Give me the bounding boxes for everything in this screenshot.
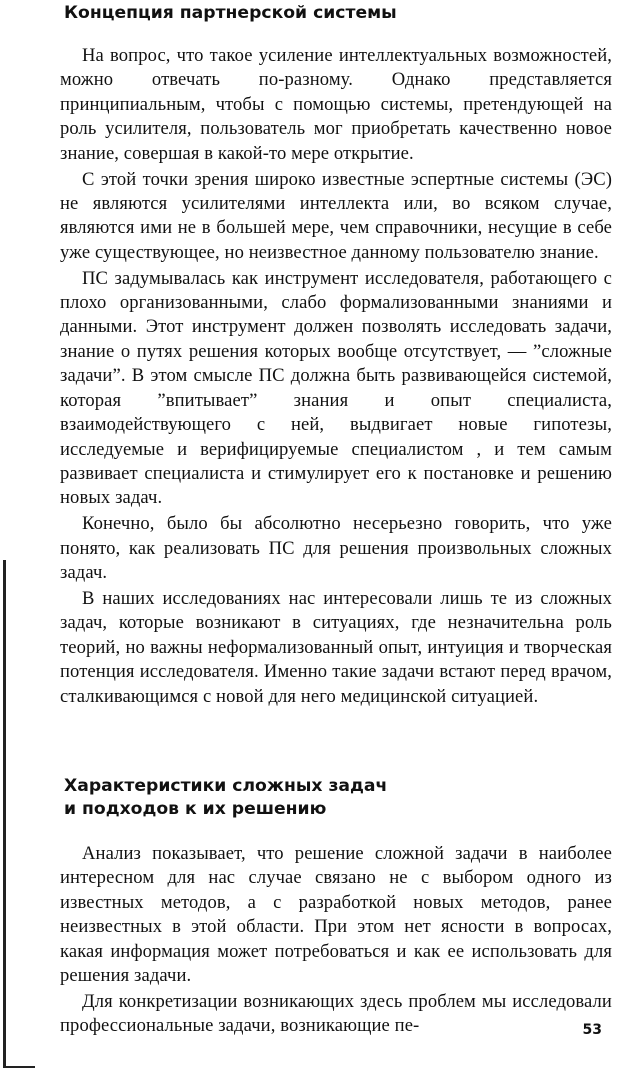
heading-line-1: Характеристики сложных задач — [64, 776, 388, 796]
section-heading-partner-system — [40, 2, 397, 25]
heading-text: Концепция партнерской системы — [64, 3, 397, 23]
page-edge-line — [3, 560, 6, 1068]
section-complex-tasks-body — [60, 842, 612, 1040]
paragraph: Конечно, было бы абсолютно несерьезно говорить, что уже понято, как реализовать ПС для решения произвольных сложных задач. — [60, 513, 612, 584]
page-corner-line — [3, 1066, 35, 1068]
section-heading-complex-tasks — [40, 775, 387, 821]
paragraph: Анализ показывает, что решение сложной задачи в наиболее интересном для нас случае связано не с выбором одного из известных методов, а с разработкой новых методов, ранее неизвестных в этой области. При этом нет ясности в вопросах, какая информация может потребоваться и как ее использовать для решения задачи. — [60, 843, 612, 987]
paragraph: В наших исследованиях нас интересовали лишь те из сложных задач, которые возникают в ситуациях, где незначительна роль теорий, но важны неформализованный опыт, интуиция и творческая потенция исследователя. Именно такие задачи встают перед врачом, сталкивающимся с новой для него медицинской ситуацией. — [60, 587, 612, 707]
paragraph: На вопрос, что такое усиление интеллектуальных возможностей, можно отвечать по-разному. Однако представляется принципиальным, чтобы с помощью системы, претендующей на роль усилителя, пользователь мог приобретать качественно новое знание, совершая в какой-то мере открытие. — [60, 45, 612, 164]
page-number: 53 — [582, 1022, 602, 1038]
paragraph: ПС задумывалась как инструмент исследователя, работающего с плохо организованными, слабо формализованными знаниями и данными. Этот инструмент должен позволять исследовать задачи, знание о путях решения которых вообще отсутствует, — ”сложные задачи”. В этом смысле ПС должна быть развивающейся системой, которая ”впитывает” знания и опыт специалиста, взаимодействующего с ней, выдвигает новые гипотезы, исследуемые и верифицируемые специалистом , и тем самым развивает специалиста и стимулирует его к постановке и решению новых задач. — [60, 267, 612, 509]
book-page — [40, 0, 612, 1082]
heading-line-2: и подходов к их решению — [64, 799, 327, 819]
paragraph: С этой точки зрения широко известные эспертные системы (ЭС) не являются усилителями интеллекта или, во всяком случае, являются ими не в большей мере, чем справочники, несущие в себе уже существующее, но неизвестное данному пользователю знание. — [60, 168, 612, 263]
section-partner-system-body — [60, 44, 612, 710]
paragraph: Для конкретизации возникающих здесь проблем мы исследовали профессиональные задачи, возникающие пе- — [60, 990, 612, 1037]
